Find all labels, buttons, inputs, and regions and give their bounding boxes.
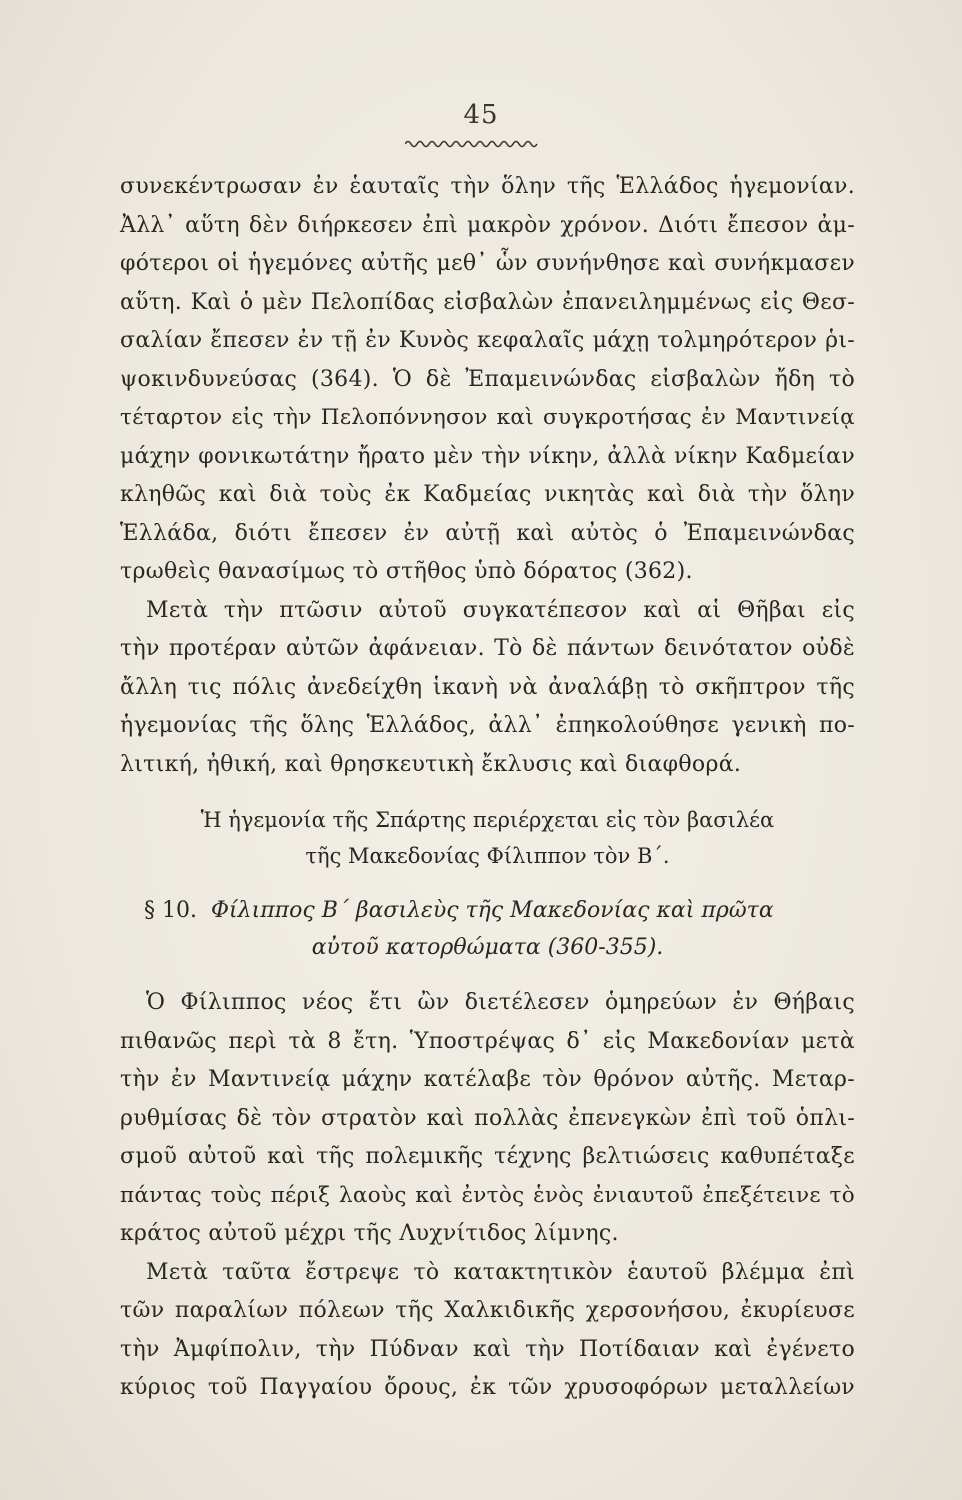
paragraph-2	[120, 592, 855, 785]
summary-line: τῆς Μακεδονίας Φίλιππον τὸν Β΄.	[305, 844, 670, 868]
text-line: κληθῶς καὶ διὰ τοὺς ἐκ Καδμείας νικητὰς καὶ διὰ τὴν ὅλην	[120, 482, 855, 507]
text-line: Ὁ Φίλιππος νέος ἔτι ὢν διετέλεσεν ὁμηρεύων ἐν Θήβαις	[146, 990, 855, 1015]
text-line: τὴν Ἀμφίπολιν, τὴν Πύδναν καὶ τὴν Ποτίδαιαν καὶ ἐγένετο	[120, 1336, 855, 1362]
text-line: ψοκινδυνεύσας (364). Ὁ δὲ Ἐπαμεινώνδας εἰσβαλὼν ἤδη τὸ	[120, 366, 855, 392]
text-line: κράτος αὐτοῦ μέχρι τῆς Λυχνίτιδος λίμνης.	[120, 1221, 619, 1246]
section-title: Φίλιππος Β΄ βασιλεὺς τῆς Μακεδονίας καὶ πρῶτα	[210, 898, 774, 923]
text-line: συνεκέντρωσαν ἐν ἑαυταῖς τὴν ὅλην τῆς Ἑλλάδος ἡγεμονίαν.	[120, 174, 855, 199]
text-line: Μετὰ ταῦτα ἔστρεψε τὸ κατακτητικὸν ἑαυτοῦ βλέμμα ἐπὶ	[146, 1259, 855, 1285]
text-line: κύριος τοῦ Παγγαίου ὄρους, ἐκ τῶν χρυσοφόρων μεταλλείων	[120, 1375, 855, 1400]
text-line: ρυθμίσας δὲ τὸν στρατὸν καὶ πολλὰς ἐπενεγκὼν ἐπὶ τοῦ ὁπλι-	[120, 1105, 855, 1131]
text-line: τρωθεὶς θανασίμως τὸ στῆθος ὑπὸ δόρατος (362).	[120, 559, 693, 584]
text-line: τῶν παραλίων πόλεων τῆς Χαλκιδικῆς χερσονήσου, ἐκυρίευσε	[120, 1298, 855, 1323]
paragraph-4	[120, 1254, 855, 1408]
text-line: τὴν ἐν Μαντινείᾳ μάχην κατέλαβε τὸν θρόνον αὐτῆς. Μεταρ-	[120, 1067, 855, 1092]
text-line: αὕτη. Καὶ ὁ μὲν Πελοπίδας εἰσβαλὼν ἐπανειλημμένως εἰς Θεσ-	[120, 289, 855, 315]
text-line: τέταρτον εἰς τὴν Πελοπόννησον καὶ συγκροτήσας ἐν Μαντινείᾳ	[120, 405, 855, 430]
text-line: λιτική, ἠθική, καὶ θρησκευτικὴ ἔκλυσις καὶ διαφθορά.	[120, 751, 742, 777]
text-line: μάχην φονικωτάτην ἤρατο μὲν τὴν νίκην, ἀλλὰ νίκην Καδμείαν	[120, 443, 855, 469]
paragraph-1	[120, 168, 855, 592]
page-number: 45	[463, 100, 499, 130]
text-line: Ἑλλάδα, διότι ἔπεσεν ἐν αὐτῇ καὶ αὐτὸς ὁ Ἐπαμεινώνδας	[120, 520, 855, 546]
text-line: σμοῦ αὐτοῦ καὶ τῆς πολεμικῆς τέχνης βελτιώσεις καθυπέταξε	[120, 1144, 855, 1169]
text-line: πάντας τοὺς πέριξ λαοὺς καὶ ἐντὸς ἑνὸς ἐνιαυτοῦ ἐπεξέτεινε τὸ	[120, 1182, 855, 1208]
text-line: φότεροι οἱ ἡγεμόνες αὐτῆς μεθ᾽ ὧν συνήνθησε καὶ συνήκμασεν	[120, 251, 855, 276]
text-line: πιθανῶς περὶ τὰ 8 ἔτη. Ὑποστρέψας δ᾽ εἰς Μακεδονίαν μετὰ	[120, 1028, 855, 1054]
paragraph-3	[120, 984, 855, 1254]
text-line: Ἀλλ᾽ αὕτη δὲν διήρκεσεν ἐπὶ μακρὸν χρόνον. Διότι ἔπεσον ἀμ-	[120, 212, 855, 238]
section-heading	[120, 892, 855, 966]
text-line: Μετὰ τὴν πτῶσιν αὐτοῦ συγκατέπεσον καὶ αἱ Θῆβαι εἰς	[146, 597, 855, 623]
text-body	[120, 168, 855, 1408]
text-line: ἄλλη τις πόλις ἀνεδείχθη ἱκανὴ νὰ ἀναλάβῃ τὸ σκῆπτρον τῆς	[120, 674, 855, 700]
text-line: σαλίαν ἔπεσεν ἐν τῇ ἐν Κυνὸς κεφαλαῖς μάχῃ τολμηρότερον ῥι-	[120, 328, 855, 353]
summary-line: Ἡ ἡγεμονία τῆς Σπάρτης περιέρχεται εἰς τὸν βασιλέα	[200, 808, 775, 832]
text-line: τὴν προτέραν αὐτῶν ἀφάνειαν. Τὸ δὲ πάντων δεινότατον οὐδὲ	[120, 636, 855, 661]
wavy-ornament	[405, 138, 540, 150]
section-title-line	[120, 892, 855, 930]
text-line: ἡγεμονίας τῆς ὅλης Ἑλλάδος, ἀλλ᾽ ἐπηκολούθησε γενικὴ πο-	[120, 713, 855, 738]
section-mark: § 10.	[144, 898, 197, 923]
section-subtitle: αὐτοῦ κατορθώματα (360-355).	[311, 935, 664, 960]
summary-heading	[120, 802, 855, 874]
